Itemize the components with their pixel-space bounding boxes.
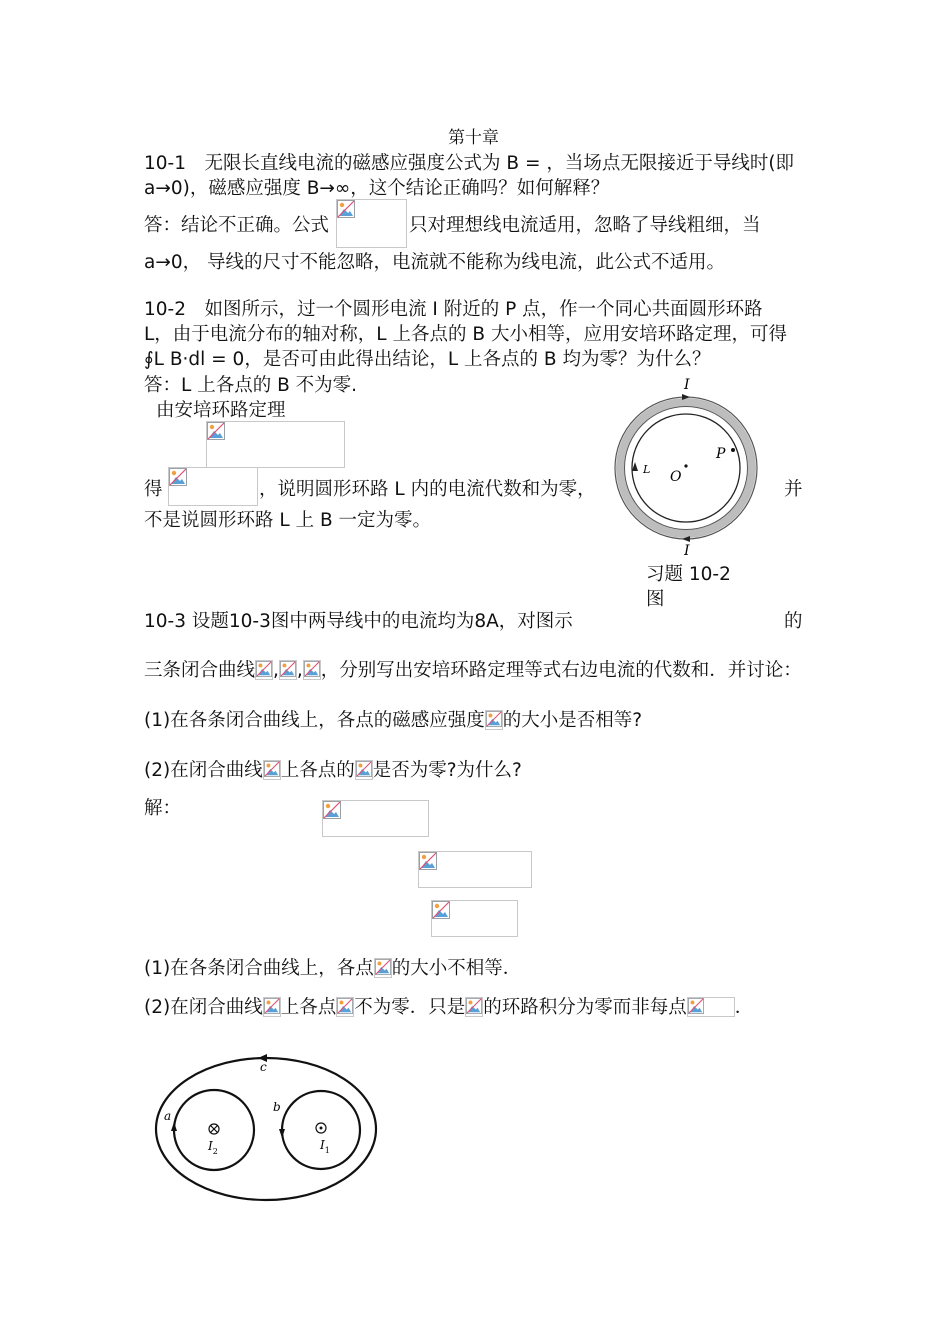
b-zero-image bbox=[687, 997, 735, 1017]
q2-line2: L，由于电流分布的轴对称，L 上各点的 B 大小相等，应用安培环路定理，可得 bbox=[144, 324, 787, 345]
q3-line2: 三条闭合曲线 , , ，分别写出安培环路定理等式右边电流的代数和．并讨论： bbox=[144, 660, 802, 681]
broken-image-icon bbox=[356, 761, 372, 777]
b-symbol-image bbox=[465, 997, 483, 1017]
q2-answer1: 答：L 上各点的 B 不为零. bbox=[144, 375, 358, 396]
curve-a-arrow bbox=[171, 1122, 177, 1131]
q3-part2 bbox=[144, 759, 522, 783]
equation-a-image-placeholder bbox=[322, 800, 429, 837]
curve-c-image bbox=[303, 660, 321, 680]
broken-image-icon bbox=[419, 852, 437, 870]
curve-c bbox=[156, 1058, 376, 1200]
q3-answer2-e: ． bbox=[734, 997, 754, 1018]
q2-answer3-a: 得 bbox=[144, 479, 163, 500]
q1-answer-line2: a→0， 导线的尺寸不能忽略，电流就不能称为线电流，此公式不适用。 bbox=[144, 252, 725, 273]
q3-line2-a: 三条闭合曲线 bbox=[144, 660, 256, 681]
formula-image-placeholder bbox=[336, 199, 407, 248]
q2-answer2: 由安培环路定理 bbox=[156, 400, 286, 421]
q3-answer2-b: 上各点 bbox=[280, 997, 337, 1018]
q3-part1-b: 的大小是否相等? bbox=[502, 710, 643, 731]
figure-10-2 bbox=[606, 372, 766, 562]
q3-part1-a: (1)在各条闭合曲线上，各点的磁感应强度 bbox=[144, 710, 485, 731]
label-i-top: I bbox=[684, 377, 690, 393]
curve-c-image bbox=[263, 760, 281, 780]
q2-line1: 10-2 如图所示，过一个圆形电流 I 附近的 P 点，作一个同心共面圆形环路 bbox=[144, 299, 763, 320]
loop-arrow bbox=[632, 462, 638, 471]
broken-image-icon bbox=[256, 661, 272, 677]
figure-10-3 bbox=[150, 1050, 382, 1206]
q3-answer1-b: 的大小不相等． bbox=[391, 958, 522, 979]
point-p bbox=[731, 448, 735, 452]
q2-line3: ∮L B·dl = 0，是否可由此得出结论，L 上各点的 B 均为零？为什么？ bbox=[144, 349, 711, 370]
label-o: O bbox=[670, 469, 682, 485]
label-b: b bbox=[273, 1100, 281, 1114]
broken-image-icon bbox=[169, 468, 187, 486]
result-image-placeholder bbox=[168, 467, 258, 506]
broken-image-icon bbox=[337, 998, 353, 1014]
b-symbol-image bbox=[355, 760, 373, 780]
curve-a bbox=[174, 1090, 254, 1170]
outer-current-ring-fill bbox=[620, 402, 752, 534]
q2-answer3-b: ，说明圆形环路 L 内的电流代数和为零， bbox=[259, 479, 596, 500]
curve-b-image bbox=[279, 660, 297, 680]
q3-solution-label: 解： bbox=[144, 798, 182, 819]
q2-answer3-c: 并 bbox=[784, 479, 803, 500]
figure-caption-line2: 图 bbox=[646, 589, 665, 610]
broken-image-icon bbox=[304, 661, 320, 677]
broken-image-icon bbox=[207, 422, 225, 440]
q3-answer2-a: (2)在闭合曲线 bbox=[144, 997, 263, 1018]
q3-part2-b: 上各点的 bbox=[280, 760, 355, 781]
q3-part2-a: (2)在闭合曲线 bbox=[144, 760, 263, 781]
curve-c-image bbox=[263, 997, 281, 1017]
curve-b-arrow bbox=[279, 1129, 285, 1138]
q3-line1-a: 10-3 设题10-3图中两导线中的电流均为8A，对图示 bbox=[144, 611, 573, 632]
broken-image-icon bbox=[280, 661, 296, 677]
broken-image-icon bbox=[688, 998, 704, 1014]
broken-image-icon bbox=[323, 801, 341, 819]
broken-image-icon bbox=[486, 711, 502, 727]
q3-line2-b: ，分别写出安培环路定理等式右边电流的代数和．并讨论： bbox=[320, 660, 802, 681]
q1-answer-a: 答：结论不正确。公式 bbox=[144, 215, 330, 236]
label-i-bottom: I bbox=[684, 543, 690, 559]
b-symbol-image bbox=[485, 710, 503, 730]
label-l: L bbox=[643, 463, 651, 476]
q3-answer2-c: 不为零．只是 bbox=[354, 997, 466, 1018]
label-p: P bbox=[716, 446, 726, 462]
center-o bbox=[684, 464, 687, 467]
label-i1: $I_1$ bbox=[320, 1138, 330, 1155]
q3-answer1-a: (1)在各条闭合曲线上，各点 bbox=[144, 958, 374, 979]
b-symbol-image bbox=[336, 997, 354, 1017]
q1-line1: 10-1 无限长直线电流的磁感应强度公式为 B = ，当场点无限接近于导线时(即 bbox=[144, 153, 795, 174]
label-a: a bbox=[164, 1109, 172, 1123]
q3-answer2 bbox=[144, 996, 753, 1020]
broken-image-icon bbox=[264, 761, 280, 777]
q3-line1-b: 的 bbox=[784, 611, 803, 632]
broken-image-icon bbox=[264, 998, 280, 1014]
ampere-law-image-placeholder bbox=[206, 421, 345, 468]
equation-c-image-placeholder bbox=[431, 900, 518, 937]
equation-b-image-placeholder bbox=[418, 851, 532, 888]
q3-part1 bbox=[144, 709, 642, 733]
b-symbol-image bbox=[374, 958, 392, 978]
q2-answer4: 不是说圆形环路 L 上 B 一定为零。 bbox=[144, 510, 432, 531]
curve-b bbox=[282, 1091, 360, 1169]
q3-answer1 bbox=[144, 957, 521, 981]
label-c: c bbox=[260, 1060, 267, 1074]
broken-image-icon bbox=[375, 959, 391, 975]
broken-image-icon bbox=[432, 901, 450, 919]
q1-answer-b: 只对理想线电流适用，忽略了导线粗细，当 bbox=[409, 215, 761, 236]
broken-image-icon bbox=[466, 998, 482, 1014]
curve-a-image bbox=[255, 660, 273, 680]
q3-part2-c: 是否为零?为什么? bbox=[372, 760, 522, 781]
q3-answer2-d: 的环路积分为零而非每点 bbox=[483, 997, 687, 1018]
figure-caption-line1: 习题 10-2 bbox=[646, 564, 731, 585]
broken-image-icon bbox=[337, 200, 355, 218]
label-i2: $I_2$ bbox=[208, 1139, 218, 1156]
q1-line2: a→0)，磁感应强度 B→∞，这个结论正确吗？如何解释？ bbox=[144, 178, 610, 199]
chapter-title: 第十章 bbox=[448, 128, 499, 148]
